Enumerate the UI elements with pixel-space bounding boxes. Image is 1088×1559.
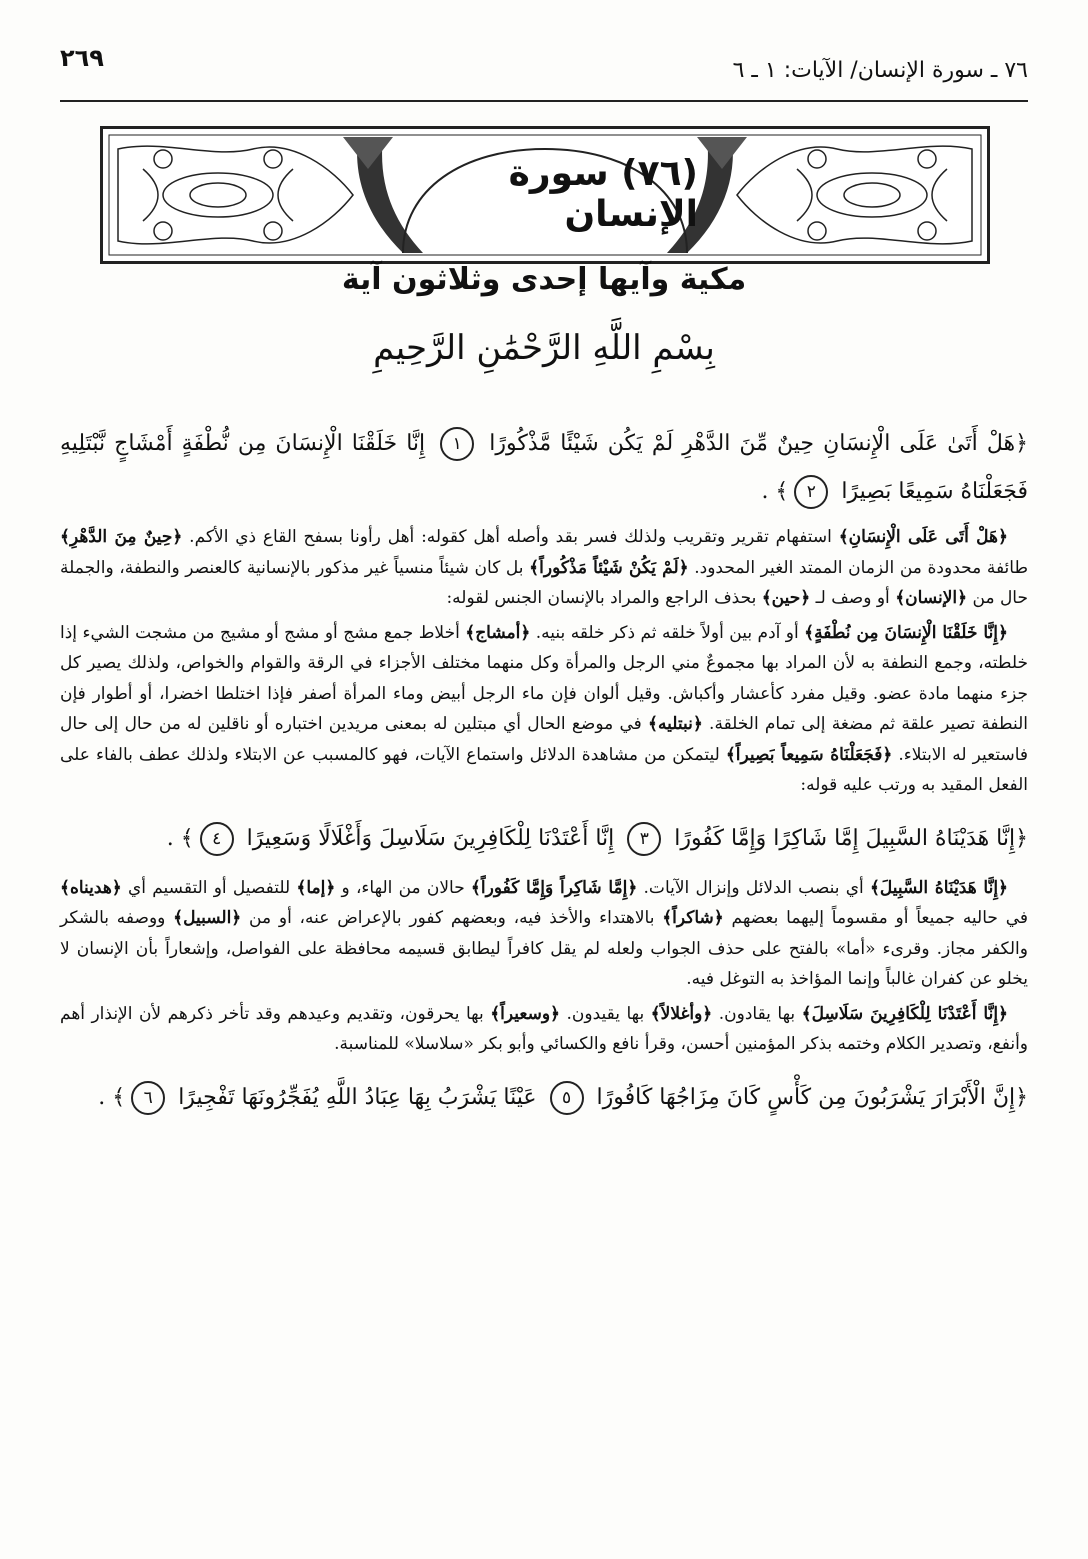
arabesque-left: [118, 146, 353, 244]
quoted-phrase: ﴿وسعيراً﴾: [490, 1003, 561, 1024]
content: [60, 420, 1028, 1132]
commentary-text: ليتمكن من مشاهدة الدلائل واستماع الآيات، فهو كالمسبب عن الابتلاء ولذلك عطف بالفاء على الفعل المقيد به ورتب عليه قوله:: [60, 744, 1028, 795]
quoted-phrase: ﴿شاكراً﴾: [662, 908, 724, 928]
quoted-phrase: ﴿السبيل﴾: [173, 908, 242, 928]
commentary-text: بالاهتداء والأخذ فيه، وبعضهم كفور بالإعراض عنه، أو من: [241, 908, 663, 928]
verse-text: إِنَّا أَعْتَدْنَا لِلْكَافِرِينَ سَلَاسِلَ وَأَغْلَالًا وَسَعِيرًا: [246, 825, 615, 851]
ayah-number-marker: ٣: [627, 822, 661, 856]
quoted-phrase: ﴿هَلْ أَتَى عَلَى الْإِنسَانِ﴾: [838, 527, 1008, 547]
ayah-number-marker: ٢: [794, 475, 828, 509]
commentary-paragraph-1: [60, 522, 1028, 614]
commentary-text: بها يقيدون.: [560, 1003, 651, 1024]
commentary-text: للتفصيل أو التقسيم أي: [121, 877, 297, 898]
running-header: [60, 40, 1028, 102]
commentary-text: بحذف الراجع والمراد بالإنسان الجنس لقوله:: [446, 588, 762, 608]
verse-block-2: [60, 815, 1028, 863]
verse-text: ﴿إِنَّا هَدَيْنَاهُ السَّبِيلَ إِمَّا شَاكِرًا وَإِمَّا كَفُورًا: [674, 825, 1028, 851]
commentary-text: بها يقادون.: [712, 1003, 802, 1024]
quoted-phrase: ﴿إِنَّا أَعْتَدْنَا لِلْكَافِرِينَ سَلَاسِلَ﴾: [801, 1003, 1009, 1024]
surah-title: (٧٦) سورة الإنسان: [508, 153, 698, 235]
ayah-number-marker: ١: [440, 427, 474, 461]
quoted-phrase: ﴿هديناه﴾: [60, 877, 122, 898]
quoted-phrase: ﴿إِمَّا شَاكِراً وَإِمَّا كَفُوراً﴾: [470, 877, 638, 898]
quoted-phrase: ﴿حِينٌ مِنَ الدَّهْرِ﴾: [60, 527, 183, 547]
ayah-number-marker: ٤: [200, 822, 234, 856]
quoted-phrase: ﴿الإنسان﴾: [895, 588, 968, 608]
commentary-paragraph-4: [60, 999, 1028, 1060]
verse-text: عَيْنًا يَشْرَبُ بِهَا عِبَادُ اللَّهِ يُفَجِّرُونَهَا تَفْجِيرًا: [178, 1084, 537, 1110]
commentary-text: استفهام تقرير وتقريب ولذلك فسر بقد وأصله أهل كقوله: أهل رأونا بسفح القاع ذي الأكم.: [182, 527, 839, 547]
commentary-text: طائفة محدودة من الزمان الممتد الغير المحدود.: [688, 557, 1028, 578]
commentary-text: أخلاط جمع مشج أو مشج أو مشيج من مشجت الشيء إذا خلطته، وجمع النطفة به لأن المراد بها مجموعٌ مني الرجل والمرأة وكل منهما مختلف الأجزاء في الرقة والقوام والخواص، ولذلك يصير كل جزء منهما مادة عضو. وقيل مفرد كأعشار وأكباش. وقيل ألوان فإن ماء الرجل أبيض وماء المرأة أصفر فإذا اختلطا اخضرا، أو أطوار فإن النطفة تصير علقة ثم مضغة إلى تمام الخلقة.: [60, 622, 1029, 734]
verse-end: ﴾ .: [98, 1084, 126, 1110]
ayah-number-marker: ٥: [550, 1081, 584, 1115]
quoted-phrase: ﴿إِنَّا هَدَيْنَاهُ السَّبِيلَ﴾: [869, 877, 1009, 898]
page-number: ٢٦٩: [60, 44, 104, 72]
verse-text: ﴿هَلْ أَتَىٰ عَلَى الْإِنسَانِ حِينٌ مِّنَ الدَّهْرِ لَمْ يَكُن شَيْئًا مَّذْكُورًا: [489, 431, 1029, 456]
verse-block-3: [60, 1074, 1028, 1122]
surah-title-box: [388, 153, 698, 235]
running-title: ٧٦ ـ سورة الإنسان/ الآيات: ١ ـ ٦: [732, 58, 1028, 83]
verse-text: إِنَّا خَلَقْنَا الْإِنسَانَ مِن نُّطْفَةٍ أَمْشَاجٍ نَّبْتَلِيهِ فَجَعَلْنَاهُ سَمِيعًا بَصِيرًا: [60, 431, 1028, 504]
commentary-text: أو وصف لـ: [810, 588, 896, 608]
commentary-text: في موضع الحال أي مبتلين له بمعنى مريدين اختباره أو ناقلين له من حال إلى حال فاستعير له الابتلاء.: [60, 714, 1029, 765]
quoted-phrase: ﴿إِنَّا خَلَقْنَا الْإِنسَانَ مِن نُطْفَةٍ﴾: [804, 622, 1008, 643]
commentary-text: أو آدم بين أولاً خلقه ثم ذكر خلقه بنيه.: [530, 622, 805, 643]
surah-banner: [100, 126, 990, 264]
commentary-text: أي بنصب الدلائل وإنزال الآيات.: [637, 877, 870, 898]
commentary-text: بل كان شيئاً منسياً غير مذكور بالإنسانية كالعنصر والنطفة، والجملة حال من: [60, 557, 1028, 608]
ayah-number-marker: ٦: [131, 1081, 165, 1115]
quoted-phrase: ﴿لَمْ يَكُنْ شَيْئاً مَذْكُوراً﴾: [529, 557, 689, 578]
verse-text: ﴿إِنَّ الْأَبْرَارَ يَشْرَبُونَ مِن كَأْسٍ كَانَ مِزَاجُهَا كَافُورًا: [596, 1084, 1028, 1110]
quoted-phrase: ﴿وأغلالاً﴾: [650, 1003, 713, 1024]
surah-subtitle: مكية وآيها إحدى وثلاثون آية: [341, 262, 747, 297]
commentary-text: حالان من الهاء، و: [335, 877, 471, 898]
verse-block-1: [60, 420, 1028, 516]
arabesque-right: [737, 146, 972, 244]
verse-end: ﴾ .: [761, 479, 789, 504]
commentary-text: في حاليه جميعاً أو مقسوماً إليهما بعضهم: [723, 908, 1028, 928]
basmala: بِسْمِ اللَّهِ الرَّحْمَٰنِ الرَّحِيمِ: [373, 328, 715, 368]
quoted-phrase: ﴿إما﴾: [296, 877, 336, 898]
quoted-phrase: ﴿نبتليه﴾: [648, 714, 703, 734]
commentary-paragraph-2: [60, 618, 1028, 801]
quoted-phrase: ﴿حين﴾: [761, 588, 811, 608]
quoted-phrase: ﴿أمشاج﴾: [465, 622, 531, 643]
verse-end: ﴾ .: [166, 825, 194, 851]
quoted-phrase: ﴿فَجَعَلْنَاهُ سَمِيعاً بَصِيراً﴾: [725, 744, 893, 765]
commentary-text: ووصفه بالشكر والكفر مجاز. وقرىء «أما» بالفتح على حذف الجواب ولعله لم يقل كافراً ليطابق قسيمه محافظة على الفواصل، وإشعاراً بأن الإنسان لا يخلو عن كفران غالباً وإنما المؤاخذ به التوغل فيه.: [60, 908, 1028, 989]
commentary-text: بها يحرقون، وتقديم وعيدهم وقد تأخر ذكرهم لأن الإنذار أهم وأنفع، وتصدير الكلام وختمه بذكر المؤمنين أحسن، وقرأ نافع والكسائي وأبو بكر «سلاسلا» للمناسبة.: [60, 1003, 1028, 1054]
commentary-paragraph-3: [60, 873, 1028, 995]
